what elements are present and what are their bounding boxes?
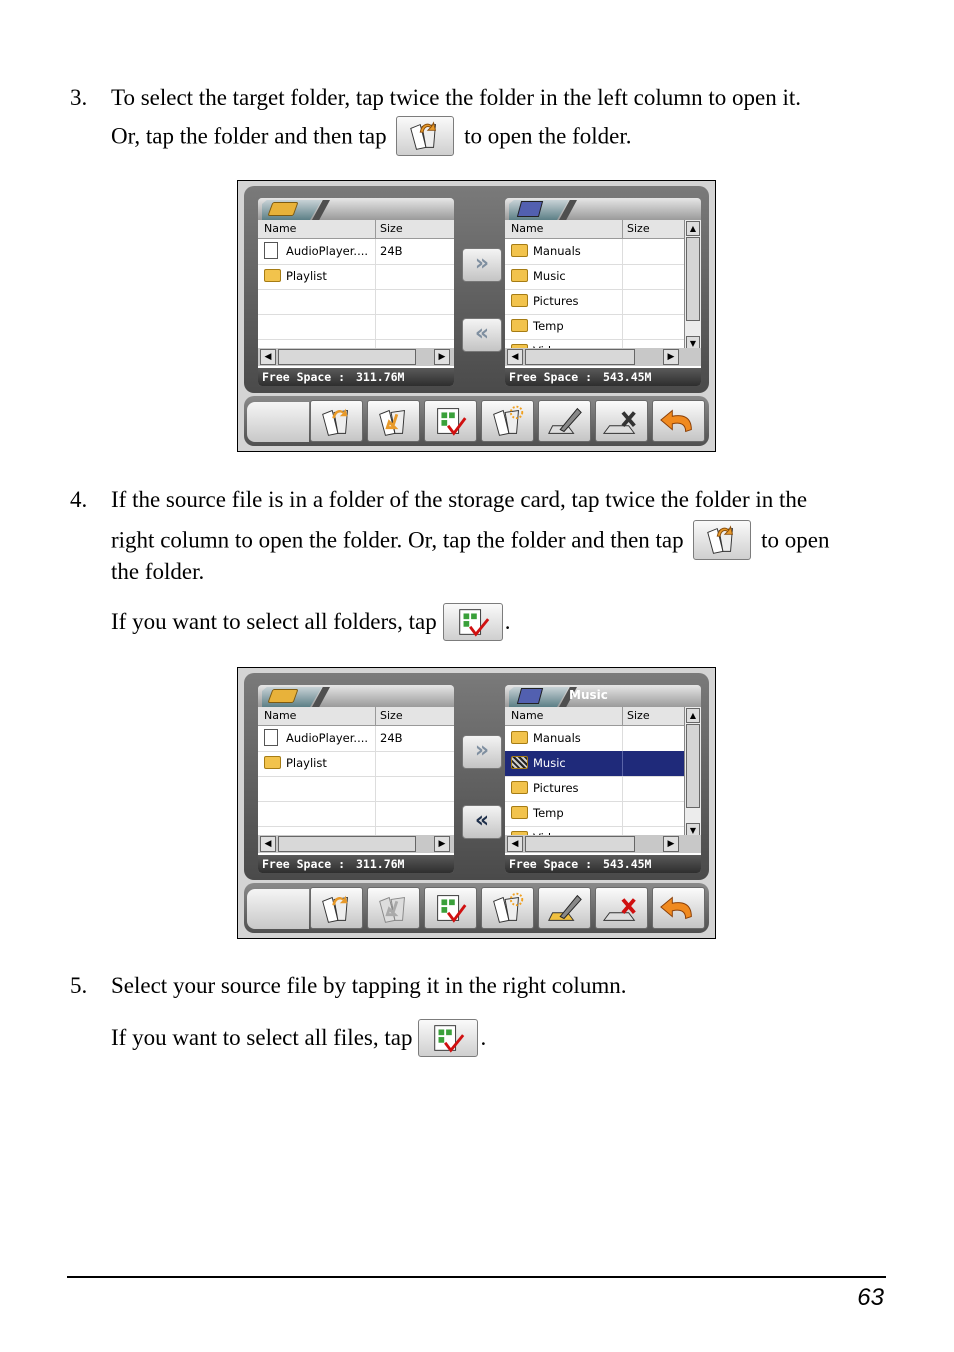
item-name: AudioPlayer.... xyxy=(286,731,369,745)
panel-header xyxy=(258,685,454,707)
step-line: If the source file is in a folder of the storage card, tap twice the folder in the xyxy=(111,487,808,512)
text-fragment: If you want to select all files, tap xyxy=(111,1025,413,1050)
folder-icon xyxy=(264,269,281,282)
text-fragment: to open xyxy=(761,527,830,553)
free-space-value: 311.76M xyxy=(356,370,405,384)
text-fragment: Or, tap the folder and then tap xyxy=(111,123,387,149)
delete-button[interactable] xyxy=(595,887,648,929)
list-item[interactable] xyxy=(505,801,684,827)
item-name: Music xyxy=(533,269,566,283)
vertical-scrollbar[interactable] xyxy=(684,220,701,352)
folder-icon xyxy=(264,756,281,769)
rename-icon xyxy=(539,888,590,928)
screenshot-1 xyxy=(237,180,716,452)
scroll-thumb[interactable] xyxy=(525,349,635,365)
scroll-up-icon[interactable]: ▲ xyxy=(686,221,700,236)
item-name: Temp xyxy=(533,806,564,820)
list-item[interactable] xyxy=(505,314,684,340)
free-space-bar xyxy=(505,855,701,873)
column-name[interactable]: Name xyxy=(511,222,544,235)
select-all-button[interactable] xyxy=(424,887,477,929)
column-name[interactable]: Name xyxy=(264,709,297,722)
copy-left-button[interactable]: « xyxy=(462,805,502,839)
back-folder-icon xyxy=(368,401,419,441)
rename-button[interactable] xyxy=(538,887,591,929)
free-space-label: Free Space : xyxy=(509,857,593,871)
list-item[interactable] xyxy=(505,239,684,265)
column-header xyxy=(258,707,454,726)
list-item-empty xyxy=(258,801,454,827)
right-panel xyxy=(505,198,701,386)
open-folder-icon xyxy=(396,116,454,156)
select-all-icon xyxy=(425,401,476,441)
open-folder-button[interactable] xyxy=(310,400,363,442)
column-name[interactable]: Name xyxy=(264,222,297,235)
folder-icon xyxy=(511,294,528,307)
back-folder-button[interactable] xyxy=(367,400,420,442)
step-number: 4. xyxy=(70,487,88,512)
open-folder-icon xyxy=(693,520,751,560)
item-name: AudioPlayer.... xyxy=(286,244,369,258)
folder-icon xyxy=(511,781,528,794)
free-space-label: Free Space : xyxy=(262,857,346,871)
screenshot-2 xyxy=(237,667,716,939)
column-header xyxy=(505,707,701,726)
copy-right-button[interactable]: » xyxy=(462,248,502,282)
scroll-down-icon[interactable]: ▼ xyxy=(686,336,700,351)
item-name: Pictures xyxy=(533,294,579,308)
document-icon xyxy=(264,729,278,746)
horizontal-scrollbar[interactable] xyxy=(258,835,454,853)
rename-button[interactable] xyxy=(538,400,591,442)
select-all-icon xyxy=(425,888,476,928)
scroll-right-icon[interactable]: ▶ xyxy=(434,349,450,365)
step-line xyxy=(111,118,901,158)
scroll-left-icon[interactable]: ◀ xyxy=(507,836,523,852)
folder-icon xyxy=(511,244,528,257)
free-space-value: 543.45M xyxy=(603,857,652,871)
step-line: the folder. xyxy=(111,559,205,584)
exit-button[interactable] xyxy=(652,400,705,442)
scroll-thumb[interactable] xyxy=(686,237,700,321)
list-item[interactable] xyxy=(505,726,684,752)
scroll-up-icon[interactable]: ▲ xyxy=(686,708,700,723)
list-item[interactable] xyxy=(505,776,684,802)
text-fragment: If you want to select all folders, tap xyxy=(111,609,437,634)
delete-icon xyxy=(596,401,647,441)
open-folder-button[interactable] xyxy=(310,887,363,929)
scroll-thumb[interactable] xyxy=(278,836,416,852)
column-size[interactable]: Size xyxy=(627,709,650,722)
delete-button[interactable] xyxy=(595,400,648,442)
list-item[interactable] xyxy=(505,289,684,315)
item-name: Temp xyxy=(533,319,564,333)
list-item[interactable] xyxy=(258,751,454,777)
toolbar-base xyxy=(247,889,309,929)
item-name: Music xyxy=(533,756,566,770)
text-fragment: . xyxy=(480,1025,487,1050)
back-folder-button[interactable] xyxy=(367,887,420,929)
open-folder-icon xyxy=(311,888,362,928)
scroll-left-icon[interactable]: ◀ xyxy=(260,349,276,365)
select-all-button[interactable] xyxy=(424,400,477,442)
storage-card-icon xyxy=(517,201,543,217)
panel-header xyxy=(505,198,701,220)
list-item[interactable] xyxy=(258,726,454,752)
scroll-thumb[interactable] xyxy=(278,349,416,365)
file-manager-window xyxy=(244,186,709,393)
page-number: 63 xyxy=(857,1284,884,1311)
toolbar-base xyxy=(247,402,309,442)
new-folder-icon xyxy=(482,401,533,441)
scroll-right-icon[interactable]: ▶ xyxy=(663,349,679,365)
horizontal-scrollbar[interactable] xyxy=(505,348,701,366)
list-item[interactable] xyxy=(505,264,684,290)
step-line xyxy=(111,1020,901,1059)
step-text xyxy=(111,482,901,643)
text-fragment: to open the folder. xyxy=(464,123,632,149)
scroll-thumb[interactable] xyxy=(525,836,635,852)
scroll-left-icon[interactable]: ◀ xyxy=(260,836,276,852)
list-item[interactable] xyxy=(258,239,454,265)
step-line xyxy=(111,522,901,562)
footer-rule xyxy=(67,1276,886,1278)
horizontal-scrollbar[interactable] xyxy=(505,835,701,853)
text-fragment: . xyxy=(504,609,511,634)
toolbar xyxy=(244,396,709,446)
step-number: 3. xyxy=(70,85,88,110)
folder-icon xyxy=(511,731,528,744)
storage-card-icon xyxy=(517,688,543,704)
folder-icon xyxy=(267,689,298,703)
horizontal-scrollbar[interactable] xyxy=(258,348,454,366)
copy-right-button[interactable]: » xyxy=(462,735,502,769)
item-size: 24B xyxy=(380,244,403,258)
exit-button[interactable] xyxy=(652,887,705,929)
copy-left-button[interactable]: « xyxy=(462,318,502,352)
free-space-value: 543.45M xyxy=(603,370,652,384)
free-space-value: 311.76M xyxy=(356,857,405,871)
column-header xyxy=(258,220,454,239)
scroll-right-icon[interactable]: ▶ xyxy=(663,836,679,852)
select-all-icon xyxy=(443,603,503,641)
free-space-bar xyxy=(258,368,454,386)
list-item[interactable] xyxy=(258,264,454,290)
select-all-icon xyxy=(418,1019,478,1057)
step-line xyxy=(111,604,901,643)
item-name: Pictures xyxy=(533,781,579,795)
file-manager-window xyxy=(244,673,709,880)
scroll-thumb[interactable] xyxy=(686,724,700,808)
free-space-bar xyxy=(505,368,701,386)
folder-icon xyxy=(511,319,528,332)
list-item-empty xyxy=(258,776,454,802)
column-size[interactable]: Size xyxy=(627,222,650,235)
folder-icon xyxy=(267,202,298,216)
folder-icon xyxy=(511,756,528,769)
free-space-label: Free Space : xyxy=(262,370,346,384)
delete-icon xyxy=(596,888,647,928)
column-name[interactable]: Name xyxy=(511,709,544,722)
exit-icon xyxy=(653,401,704,441)
list-item-empty xyxy=(258,289,454,315)
vertical-scrollbar[interactable] xyxy=(684,707,701,839)
item-name: Manuals xyxy=(533,244,581,258)
scroll-right-icon[interactable]: ▶ xyxy=(434,836,450,852)
scroll-down-icon[interactable]: ▼ xyxy=(686,823,700,838)
panel-header xyxy=(505,685,701,707)
new-folder-icon xyxy=(482,888,533,928)
left-panel xyxy=(258,685,454,873)
list-item-selected[interactable] xyxy=(505,751,684,777)
document-icon xyxy=(264,242,278,259)
panel-title: Music xyxy=(569,688,608,702)
exit-icon xyxy=(653,888,704,928)
item-name: Playlist xyxy=(286,269,327,283)
free-space-label: Free Space : xyxy=(509,370,593,384)
right-panel xyxy=(505,685,701,873)
step-text xyxy=(111,968,901,1059)
item-size: 24B xyxy=(380,731,403,745)
column-size[interactable]: Size xyxy=(380,222,403,235)
rename-icon xyxy=(539,401,590,441)
left-panel xyxy=(258,198,454,386)
folder-icon xyxy=(511,269,528,282)
folder-icon xyxy=(511,806,528,819)
step-line: Select your source file by tapping it in the right column. xyxy=(111,973,627,998)
text-fragment: right column to open the folder. Or, tap the folder and then tap xyxy=(111,527,684,553)
item-name: Manuals xyxy=(533,731,581,745)
open-folder-icon xyxy=(311,401,362,441)
free-space-bar xyxy=(258,855,454,873)
new-folder-button[interactable] xyxy=(481,887,534,929)
toolbar xyxy=(244,883,709,933)
item-name: Playlist xyxy=(286,756,327,770)
new-folder-button[interactable] xyxy=(481,400,534,442)
step-number: 5. xyxy=(70,973,88,998)
column-size[interactable]: Size xyxy=(380,709,403,722)
back-folder-icon xyxy=(368,888,419,928)
step-line: To select the target folder, tap twice the folder in the left column to open it. xyxy=(111,85,802,110)
column-header xyxy=(505,220,701,239)
scroll-left-icon[interactable]: ◀ xyxy=(507,349,523,365)
list-item-empty xyxy=(258,314,454,340)
panel-header xyxy=(258,198,454,220)
step-text xyxy=(111,80,901,158)
